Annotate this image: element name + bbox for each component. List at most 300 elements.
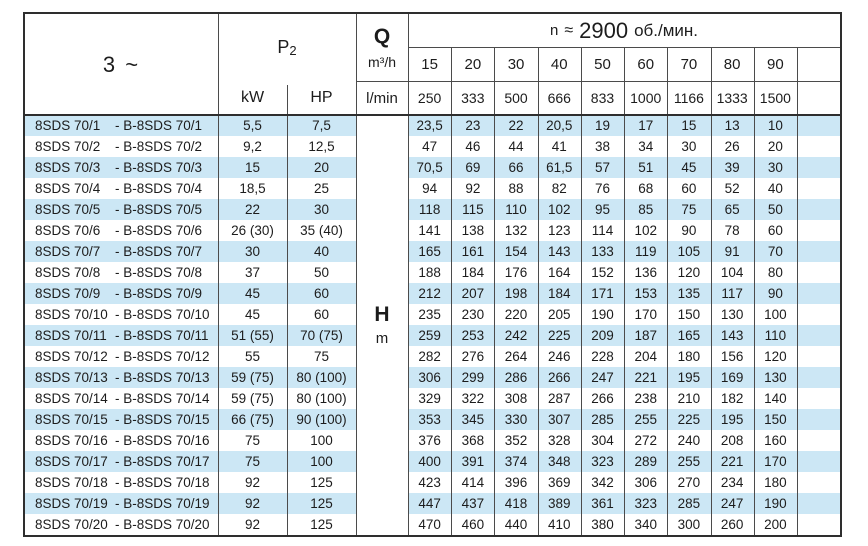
head-value-cell: 68: [624, 178, 667, 199]
grid-line: [581, 47, 582, 535]
table-row: [25, 493, 840, 514]
head-value-cell: 100: [754, 304, 797, 325]
head-value-cell: 118: [408, 199, 451, 220]
empty-cell: [797, 325, 840, 346]
model-secondary: - B-8SDS 70/7: [115, 244, 203, 259]
table-row: [25, 262, 840, 283]
empty-cell: [797, 262, 840, 283]
head-value-cell: 330: [494, 409, 537, 430]
head-value-cell: 342: [581, 472, 624, 493]
head-value-cell: 440: [494, 514, 537, 535]
head-value-cell: 52: [711, 178, 754, 199]
empty-cell: [797, 472, 840, 493]
speed-n: n: [549, 22, 559, 39]
head-value-cell: 225: [667, 409, 710, 430]
head-value-cell: 447: [408, 493, 451, 514]
head-value-cell: 247: [711, 493, 754, 514]
flow-lmin-cell: 833: [590, 90, 615, 106]
p2-subscript: 2: [289, 42, 297, 58]
head-value-cell: 119: [624, 241, 667, 262]
grid-line: [408, 47, 840, 48]
flow-lmin-cell: 1500: [759, 90, 791, 106]
model-cell: [25, 514, 218, 535]
flow-m3h-cell: 80: [723, 55, 741, 73]
head-value-cell: 104: [711, 262, 754, 283]
q-unit-m3h: m³/h: [368, 54, 396, 70]
head-value-cell: 90: [667, 220, 710, 241]
grid-line: [408, 14, 409, 535]
head-value-cell: 270: [667, 472, 710, 493]
head-value-cell: 120: [667, 262, 710, 283]
model-primary: 8SDS 70/19: [35, 496, 108, 511]
empty-cell: [797, 430, 840, 451]
grid-line: [356, 81, 840, 82]
model-cell: [25, 430, 218, 451]
head-value-cell: 60: [667, 178, 710, 199]
head-value-cell: 348: [538, 451, 581, 472]
table-row: [25, 451, 840, 472]
head-value-cell: 255: [667, 451, 710, 472]
head-value-cell: 184: [451, 262, 494, 283]
empty-cell: [797, 346, 840, 367]
head-value-cell: 136: [624, 262, 667, 283]
head-value-cell: 368: [451, 430, 494, 451]
flow-lmin-cell: 1000: [630, 90, 662, 106]
head-value-cell: 238: [624, 388, 667, 409]
head-value-cell: 150: [667, 304, 710, 325]
model-cell: [25, 283, 218, 304]
empty-cell: [797, 451, 840, 472]
model-secondary: - B-8SDS 70/17: [115, 454, 210, 469]
head-value-cell: 78: [711, 220, 754, 241]
head-value-cell: 400: [408, 451, 451, 472]
phase-header: 3 ~: [102, 51, 141, 77]
head-value-cell: 102: [624, 220, 667, 241]
head-value-cell: 369: [538, 472, 581, 493]
hp-value-cell: 30: [287, 199, 356, 220]
kw-value-cell: 92: [218, 472, 287, 493]
head-value-cell: 60: [754, 220, 797, 241]
hp-value-cell: 100: [287, 451, 356, 472]
flow-m3h-cell: 40: [550, 55, 568, 73]
model-secondary: - B-8SDS 70/19: [115, 496, 210, 511]
model-cell: [25, 493, 218, 514]
head-value-cell: 260: [711, 514, 754, 535]
head-value-cell: 23,5: [408, 115, 451, 136]
head-value-cell: 69: [451, 157, 494, 178]
model-primary: 8SDS 70/14: [35, 391, 108, 406]
head-value-cell: 46: [451, 136, 494, 157]
head-value-cell: 240: [667, 430, 710, 451]
head-value-cell: 117: [711, 283, 754, 304]
head-value-cell: 410: [538, 514, 581, 535]
head-value-cell: 39: [711, 157, 754, 178]
head-value-cell: 165: [408, 241, 451, 262]
header-separator-line: [25, 114, 840, 116]
head-value-cell: 200: [754, 514, 797, 535]
head-value-cell: 20,5: [538, 115, 581, 136]
flow-lmin-cell: 250: [417, 90, 442, 106]
empty-cell: [797, 388, 840, 409]
kw-value-cell: 26 (30): [218, 220, 287, 241]
table-body: [25, 115, 840, 535]
hp-value-cell: 125: [287, 514, 356, 535]
head-value-cell: 345: [451, 409, 494, 430]
table-row: [25, 514, 840, 535]
head-value-cell: 246: [538, 346, 581, 367]
kw-value-cell: 92: [218, 493, 287, 514]
head-value-cell: 130: [754, 367, 797, 388]
head-value-cell: 44: [494, 136, 537, 157]
model-primary: 8SDS 70/15: [35, 412, 108, 427]
hp-value-cell: 75: [287, 346, 356, 367]
head-value-cell: 220: [494, 304, 537, 325]
grid-line: [287, 85, 288, 535]
head-value-cell: 115: [451, 199, 494, 220]
head-value-cell: 133: [581, 241, 624, 262]
head-value-cell: 205: [538, 304, 581, 325]
head-value-cell: 91: [711, 241, 754, 262]
hp-value-cell: 35 (40): [287, 220, 356, 241]
model-secondary: - B-8SDS 70/4: [115, 181, 203, 196]
head-value-cell: 287: [538, 388, 581, 409]
q-symbol: Q: [373, 25, 391, 48]
hp-value-cell: 70 (75): [287, 325, 356, 346]
head-value-cell: 22: [494, 115, 537, 136]
head-value-cell: 221: [711, 451, 754, 472]
table-row: [25, 136, 840, 157]
empty-cell: [797, 178, 840, 199]
head-value-cell: 329: [408, 388, 451, 409]
head-value-cell: 391: [451, 451, 494, 472]
head-value-cell: 135: [667, 283, 710, 304]
q-unit-lmin: l/min: [366, 89, 398, 107]
head-value-cell: 300: [667, 514, 710, 535]
model-secondary: - B-8SDS 70/10: [115, 307, 210, 322]
head-value-cell: 80: [754, 262, 797, 283]
head-value-cell: 306: [624, 472, 667, 493]
head-value-cell: 161: [451, 241, 494, 262]
head-value-cell: 47: [408, 136, 451, 157]
model-primary: 8SDS 70/5: [35, 202, 101, 217]
hp-value-cell: 40: [287, 241, 356, 262]
head-value-cell: 141: [408, 220, 451, 241]
table-row: [25, 409, 840, 430]
flow-m3h-cell: 15: [421, 55, 438, 73]
head-value-cell: 150: [754, 409, 797, 430]
model-cell: [25, 157, 218, 178]
head-value-cell: 123: [538, 220, 581, 241]
flow-m3h-cell: 90: [767, 55, 784, 73]
head-value-cell: 212: [408, 283, 451, 304]
model-primary: 8SDS 70/1: [35, 118, 101, 133]
head-value-cell: 253: [451, 325, 494, 346]
model-primary: 8SDS 70/16: [35, 433, 108, 448]
head-value-cell: 156: [711, 346, 754, 367]
head-value-cell: 143: [711, 325, 754, 346]
head-value-cell: 204: [624, 346, 667, 367]
head-value-cell: 15: [667, 115, 710, 136]
head-value-cell: 340: [624, 514, 667, 535]
model-cell: [25, 199, 218, 220]
model-cell: [25, 325, 218, 346]
p2-label: P: [277, 37, 290, 57]
hp-value-cell: 100: [287, 430, 356, 451]
table-row: [25, 199, 840, 220]
head-value-cell: 190: [581, 304, 624, 325]
kw-value-cell: 59 (75): [218, 388, 287, 409]
model-primary: 8SDS 70/7: [35, 244, 101, 259]
speed-approx: ≈: [564, 21, 574, 39]
head-value-cell: 66: [494, 157, 537, 178]
head-value-cell: 208: [711, 430, 754, 451]
head-value-cell: 61,5: [538, 157, 581, 178]
head-value-cell: 30: [667, 136, 710, 157]
table-row: [25, 388, 840, 409]
table-row: [25, 325, 840, 346]
head-value-cell: 323: [581, 451, 624, 472]
model-secondary: - B-8SDS 70/1: [115, 118, 203, 133]
model-secondary: - B-8SDS 70/13: [115, 370, 210, 385]
head-value-cell: 30: [754, 157, 797, 178]
head-value-cell: 82: [538, 178, 581, 199]
head-value-cell: 255: [624, 409, 667, 430]
p2-header: [218, 14, 356, 81]
head-value-cell: 76: [581, 178, 624, 199]
empty-cell: [797, 409, 840, 430]
speed-header: [408, 14, 840, 47]
model-secondary: - B-8SDS 70/14: [115, 391, 210, 406]
model-cell: [25, 241, 218, 262]
head-value-cell: 164: [538, 262, 581, 283]
head-value-cell: 228: [581, 346, 624, 367]
hp-value-cell: 125: [287, 472, 356, 493]
head-value-cell: 374: [494, 451, 537, 472]
model-primary: 8SDS 70/2: [35, 139, 101, 154]
model-cell: [25, 451, 218, 472]
head-value-cell: 170: [624, 304, 667, 325]
model-cell: [25, 115, 218, 136]
table-row: [25, 283, 840, 304]
head-value-cell: 176: [494, 262, 537, 283]
grid-line: [667, 47, 668, 535]
kw-value-cell: 37: [218, 262, 287, 283]
model-secondary: - B-8SDS 70/12: [115, 349, 210, 364]
head-value-cell: 299: [451, 367, 494, 388]
table-row: [25, 178, 840, 199]
head-value-cell: 209: [581, 325, 624, 346]
kw-value-cell: 66 (75): [218, 409, 287, 430]
kw-value-cell: 75: [218, 430, 287, 451]
head-value-cell: 45: [667, 157, 710, 178]
head-value-cell: 70: [754, 241, 797, 262]
hp-value-cell: 25: [287, 178, 356, 199]
head-value-cell: 286: [494, 367, 537, 388]
grid-line: [797, 47, 798, 535]
model-cell: [25, 367, 218, 388]
kw-header: kW: [240, 89, 265, 106]
speed-units: об./мин.: [634, 20, 698, 40]
table-row: [25, 220, 840, 241]
head-value-cell: 110: [494, 199, 537, 220]
head-value-cell: 276: [451, 346, 494, 367]
head-value-cell: 266: [581, 388, 624, 409]
hp-header: HP: [310, 89, 333, 106]
flow-m3h-cell: 50: [594, 55, 611, 73]
model-cell: [25, 472, 218, 493]
kw-value-cell: 55: [218, 346, 287, 367]
head-value-cell: 198: [494, 283, 537, 304]
head-value-cell: 88: [494, 178, 537, 199]
head-value-cell: 225: [538, 325, 581, 346]
speed-value: 2900: [579, 17, 629, 43]
kw-value-cell: 51 (55): [218, 325, 287, 346]
flow-empty-cell: [797, 81, 840, 115]
head-value-cell: 23: [451, 115, 494, 136]
model-primary: 8SDS 70/13: [35, 370, 108, 385]
model-cell: [25, 178, 218, 199]
model-primary: 8SDS 70/20: [35, 517, 108, 532]
head-value-cell: 65: [711, 199, 754, 220]
head-value-cell: 170: [754, 451, 797, 472]
table-row: [25, 367, 840, 388]
head-value-cell: 95: [581, 199, 624, 220]
kw-value-cell: 22: [218, 199, 287, 220]
head-value-cell: 328: [538, 430, 581, 451]
model-cell: [25, 262, 218, 283]
head-value-cell: 247: [581, 367, 624, 388]
head-value-cell: 195: [667, 367, 710, 388]
head-column-label: [357, 115, 407, 535]
head-value-cell: 361: [581, 493, 624, 514]
table-row: [25, 346, 840, 367]
head-value-cell: 282: [408, 346, 451, 367]
head-value-cell: 306: [408, 367, 451, 388]
empty-cell: [797, 493, 840, 514]
head-value-cell: 110: [754, 325, 797, 346]
head-value-cell: 40: [754, 178, 797, 199]
table-row: [25, 241, 840, 262]
head-value-cell: 207: [451, 283, 494, 304]
hp-value-cell: 50: [287, 262, 356, 283]
kw-value-cell: 75: [218, 451, 287, 472]
flow-lmin-cell: 333: [461, 90, 485, 106]
hp-value-cell: 80 (100): [287, 367, 356, 388]
head-value-cell: 154: [494, 241, 537, 262]
model-cell: [25, 409, 218, 430]
head-value-cell: 19: [581, 115, 624, 136]
model-primary: 8SDS 70/11: [35, 328, 107, 343]
head-value-cell: 272: [624, 430, 667, 451]
head-value-cell: 51: [624, 157, 667, 178]
head-value-cell: 418: [494, 493, 537, 514]
table-row: [25, 115, 840, 136]
head-value-cell: 210: [667, 388, 710, 409]
head-value-cell: 26: [711, 136, 754, 157]
grid-line: [451, 47, 452, 535]
model-primary: 8SDS 70/8: [35, 265, 101, 280]
grid-line: [538, 47, 539, 535]
head-value-cell: 34: [624, 136, 667, 157]
head-unit: m: [375, 330, 389, 347]
model-cell: [25, 388, 218, 409]
head-value-cell: 308: [494, 388, 537, 409]
model-cell: [25, 304, 218, 325]
head-value-cell: 230: [451, 304, 494, 325]
head-value-cell: 114: [581, 220, 624, 241]
head-value-cell: 165: [667, 325, 710, 346]
head-value-cell: 190: [754, 493, 797, 514]
head-value-cell: 102: [538, 199, 581, 220]
model-primary: 8SDS 70/12: [35, 349, 108, 364]
hp-value-cell: 60: [287, 304, 356, 325]
grid-line: [754, 47, 755, 535]
head-value-cell: 105: [667, 241, 710, 262]
head-value-cell: 234: [711, 472, 754, 493]
kw-value-cell: 5,5: [218, 115, 287, 136]
model-secondary: - B-8SDS 70/16: [115, 433, 210, 448]
head-value-cell: 182: [711, 388, 754, 409]
model-cell: [25, 136, 218, 157]
hp-value-cell: 90 (100): [287, 409, 356, 430]
model-cell: [25, 346, 218, 367]
model-secondary: - B-8SDS 70/6: [115, 223, 203, 238]
head-value-cell: 85: [624, 199, 667, 220]
head-value-cell: 184: [538, 283, 581, 304]
empty-cell: [797, 241, 840, 262]
head-value-cell: 143: [538, 241, 581, 262]
kw-value-cell: 18,5: [218, 178, 287, 199]
hp-value-cell: 7,5: [287, 115, 356, 136]
grid-line: [218, 14, 219, 535]
model-primary: 8SDS 70/10: [35, 307, 108, 322]
head-value-cell: 57: [581, 157, 624, 178]
hp-value-cell: 20: [287, 157, 356, 178]
head-value-cell: 153: [624, 283, 667, 304]
empty-cell: [797, 514, 840, 535]
empty-cell: [797, 304, 840, 325]
head-value-cell: 266: [538, 367, 581, 388]
head-value-cell: 50: [754, 199, 797, 220]
head-value-cell: 10: [754, 115, 797, 136]
kw-value-cell: 15: [218, 157, 287, 178]
head-value-cell: 17: [624, 115, 667, 136]
q-header: [356, 14, 408, 81]
empty-cell: [797, 199, 840, 220]
head-value-cell: 423: [408, 472, 451, 493]
head-value-cell: 259: [408, 325, 451, 346]
model-secondary: - B-8SDS 70/15: [115, 412, 210, 427]
kw-value-cell: 30: [218, 241, 287, 262]
model-secondary: - B-8SDS 70/2: [115, 139, 203, 154]
head-value-cell: 169: [711, 367, 754, 388]
head-value-cell: 41: [538, 136, 581, 157]
pump-data-table: [25, 14, 840, 535]
model-primary: 8SDS 70/6: [35, 223, 101, 238]
head-value-cell: 20: [754, 136, 797, 157]
flow-m3h-cell: 60: [637, 55, 655, 73]
model-secondary: - B-8SDS 70/20: [115, 517, 210, 532]
head-value-cell: 376: [408, 430, 451, 451]
head-value-cell: 235: [408, 304, 451, 325]
head-value-cell: 132: [494, 220, 537, 241]
empty-cell: [797, 136, 840, 157]
grid-line: [494, 47, 495, 535]
kw-value-cell: 45: [218, 283, 287, 304]
head-value-cell: 289: [624, 451, 667, 472]
model-secondary: - B-8SDS 70/9: [115, 286, 203, 301]
head-value-cell: 264: [494, 346, 537, 367]
